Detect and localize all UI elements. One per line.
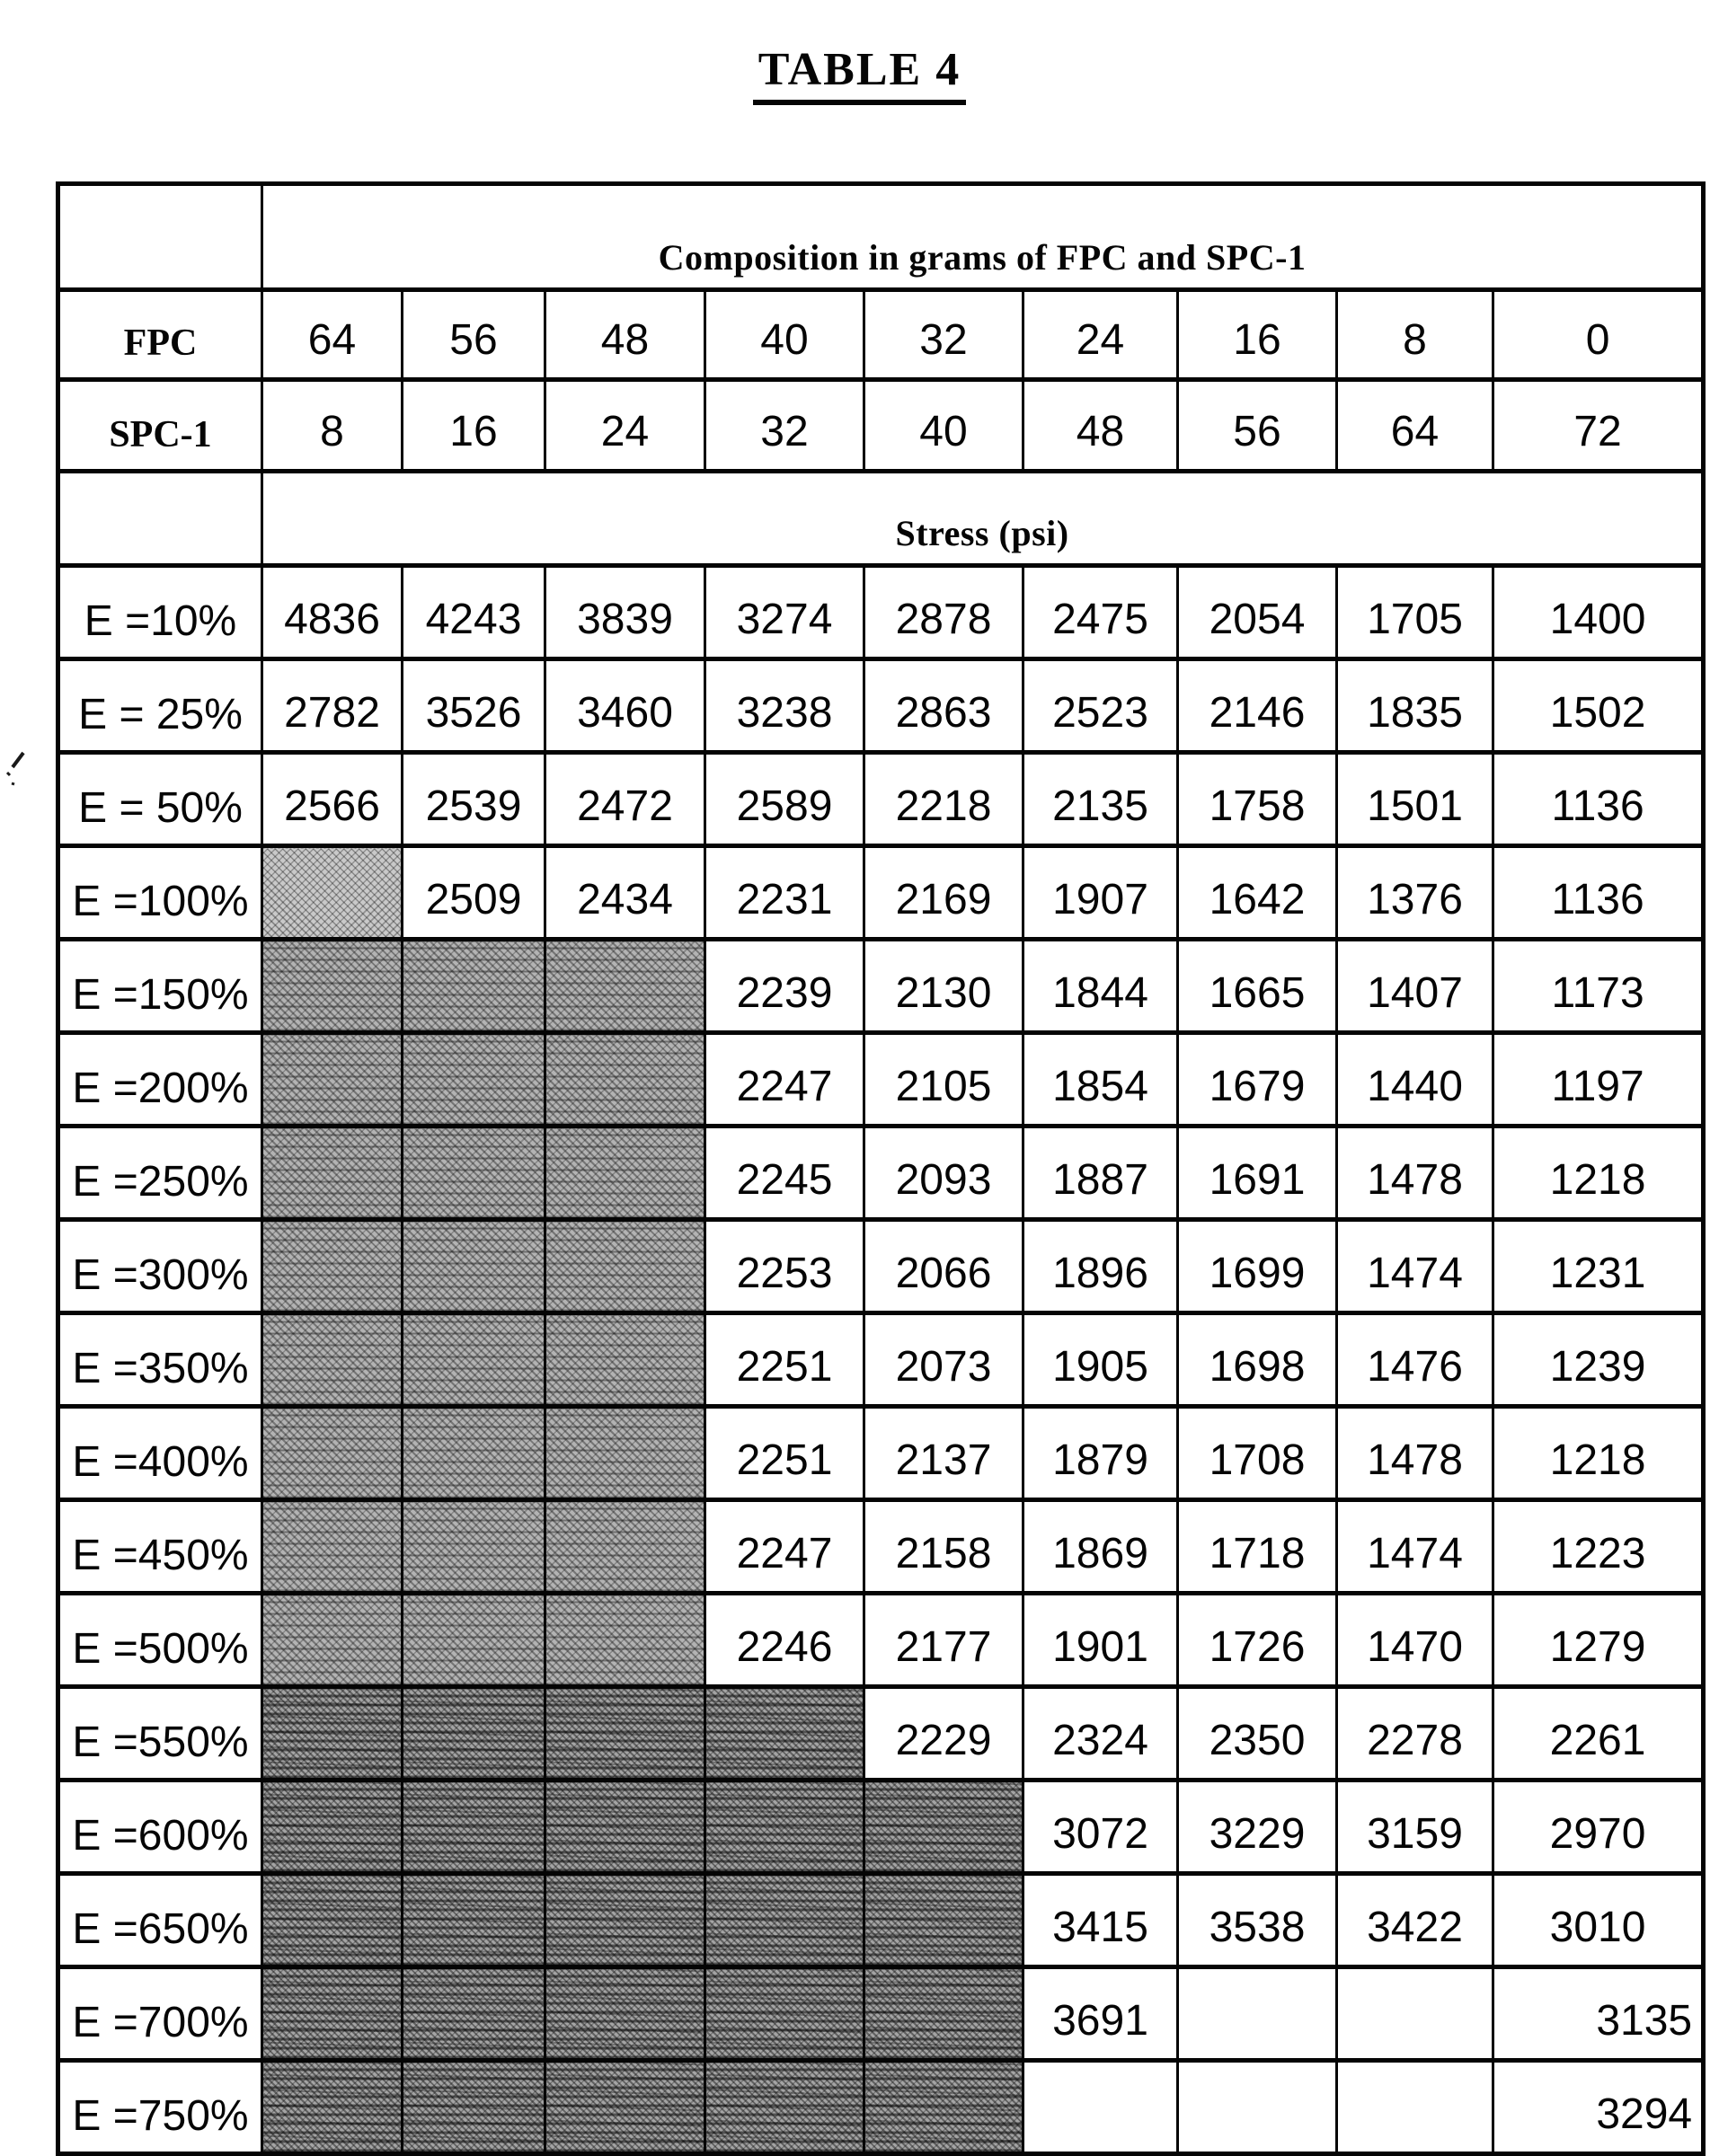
stress-cell: 1708 — [1178, 1407, 1337, 1500]
stress-cell: 2434 — [545, 846, 705, 940]
stress-cell: 1905 — [1023, 1313, 1178, 1407]
stress-table — [56, 181, 1706, 2156]
elongation-label: E =450% — [58, 1500, 262, 1594]
stress-cell: 1879 — [1023, 1407, 1178, 1500]
spc-row-value-3: 32 — [705, 380, 864, 472]
shaded-cell — [545, 1407, 705, 1500]
stress-cell: 4243 — [403, 566, 545, 659]
stress-cell: 2324 — [1023, 1687, 1178, 1780]
stress-cell: 3294 — [1493, 2061, 1704, 2154]
stress-cell: 1197 — [1493, 1033, 1704, 1127]
stress-cell: 2177 — [864, 1594, 1023, 1687]
stress-cell: 1239 — [1493, 1313, 1704, 1407]
stress-cell: 1642 — [1178, 846, 1337, 940]
shaded-cell — [403, 1780, 545, 1874]
stress-cell: 1698 — [1178, 1313, 1337, 1407]
elongation-label: E = 50% — [58, 753, 262, 846]
shaded-cell — [545, 1500, 705, 1594]
fpc-row-value-6: 16 — [1178, 290, 1337, 380]
shaded-cell — [545, 1127, 705, 1220]
spc-row-value-7: 64 — [1337, 380, 1493, 472]
shaded-cell — [403, 2061, 545, 2154]
elongation-label: E =300% — [58, 1220, 262, 1313]
elongation-label: E =150% — [58, 940, 262, 1033]
shaded-cell — [545, 1313, 705, 1407]
shaded-cell — [262, 1594, 403, 1687]
stress-cell: 2137 — [864, 1407, 1023, 1500]
composition-header: Composition in grams of FPC and SPC-1 — [262, 184, 1704, 290]
stress-cell: 3274 — [705, 566, 864, 659]
composition-header-row — [58, 184, 1704, 290]
spc-row-value-1: 16 — [403, 380, 545, 472]
spc-row-value-2: 24 — [545, 380, 705, 472]
stress-cell: 2105 — [864, 1033, 1023, 1127]
elongation-label: E =750% — [58, 2061, 262, 2154]
spc-row-value-5: 48 — [1023, 380, 1178, 472]
stress-cell: 2350 — [1178, 1687, 1337, 1780]
elongation-label: E =250% — [58, 1127, 262, 1220]
elongation-label: E =550% — [58, 1687, 262, 1780]
shaded-cell — [864, 1967, 1023, 2061]
elongation-row-14 — [58, 1874, 1704, 1967]
stress-cell: 2523 — [1023, 659, 1178, 753]
page-title-wrap — [0, 43, 1719, 105]
shaded-cell — [262, 1033, 403, 1127]
stress-cell: 2253 — [705, 1220, 864, 1313]
fpc-row-value-8: 0 — [1493, 290, 1704, 380]
stress-cell: 2475 — [1023, 566, 1178, 659]
stress-cell: 1474 — [1337, 1500, 1493, 1594]
fpc-row — [58, 290, 1704, 380]
stress-cell: 2246 — [705, 1594, 864, 1687]
stress-cell: 2054 — [1178, 566, 1337, 659]
stress-cell: 2239 — [705, 940, 864, 1033]
stress-cell: 2472 — [545, 753, 705, 846]
stress-cell: 2169 — [864, 846, 1023, 940]
stress-cell: 3072 — [1023, 1780, 1178, 1874]
stress-cell — [1337, 1967, 1493, 2061]
stress-cell: 2066 — [864, 1220, 1023, 1313]
elongation-row-3 — [58, 846, 1704, 940]
shaded-cell — [403, 1687, 545, 1780]
stress-cell: 1844 — [1023, 940, 1178, 1033]
elongation-row-1 — [58, 659, 1704, 753]
stress-cell: 2158 — [864, 1500, 1023, 1594]
shaded-cell — [864, 1780, 1023, 1874]
shaded-cell — [864, 2061, 1023, 2154]
shaded-cell — [262, 846, 403, 940]
fpc-row-value-1: 56 — [403, 290, 545, 380]
stress-cell: 1470 — [1337, 1594, 1493, 1687]
elongation-label: E =600% — [58, 1780, 262, 1874]
shaded-cell — [262, 1967, 403, 2061]
stress-cell: 3415 — [1023, 1874, 1178, 1967]
stress-cell: 1478 — [1337, 1127, 1493, 1220]
elongation-label: E =650% — [58, 1874, 262, 1967]
elongation-row-4 — [58, 940, 1704, 1033]
stress-cell: 1474 — [1337, 1220, 1493, 1313]
stress-cell: 1136 — [1493, 753, 1704, 846]
shaded-cell — [262, 1500, 403, 1594]
stress-cell: 2073 — [864, 1313, 1023, 1407]
shaded-cell — [705, 2061, 864, 2154]
stress-cell: 1854 — [1023, 1033, 1178, 1127]
shaded-cell — [864, 1874, 1023, 1967]
margin-scribble — [4, 747, 31, 789]
stress-cell: 3238 — [705, 659, 864, 753]
stress-cell: 3159 — [1337, 1780, 1493, 1874]
shaded-cell — [545, 1780, 705, 1874]
shaded-cell — [545, 1594, 705, 1687]
stress-cell: 1279 — [1493, 1594, 1704, 1687]
stress-cell: 3135 — [1493, 1967, 1704, 2061]
stress-cell: 1231 — [1493, 1220, 1704, 1313]
fpc-row-value-3: 40 — [705, 290, 864, 380]
stress-cell: 3538 — [1178, 1874, 1337, 1967]
stress-cell: 1835 — [1337, 659, 1493, 753]
stress-cell: 1476 — [1337, 1313, 1493, 1407]
shaded-cell — [705, 1687, 864, 1780]
stress-cell: 3229 — [1178, 1780, 1337, 1874]
stress-cell: 1502 — [1493, 659, 1704, 753]
spc-row-value-4: 40 — [864, 380, 1023, 472]
elongation-row-8 — [58, 1313, 1704, 1407]
stress-cell: 1173 — [1493, 940, 1704, 1033]
corner-cell-2 — [58, 472, 262, 566]
elongation-row-13 — [58, 1780, 1704, 1874]
elongation-label: E =10% — [58, 566, 262, 659]
elongation-row-6 — [58, 1127, 1704, 1220]
shaded-cell — [403, 1594, 545, 1687]
fpc-row-value-7: 8 — [1337, 290, 1493, 380]
stress-cell: 1679 — [1178, 1033, 1337, 1127]
stress-header: Stress (psi) — [262, 472, 1704, 566]
stress-cell: 2863 — [864, 659, 1023, 753]
shaded-cell — [262, 1313, 403, 1407]
stress-cell: 1136 — [1493, 846, 1704, 940]
stress-cell: 1218 — [1493, 1407, 1704, 1500]
stress-cell: 2247 — [705, 1500, 864, 1594]
stress-cell: 1400 — [1493, 566, 1704, 659]
shaded-cell — [705, 1874, 864, 1967]
elongation-label: E =500% — [58, 1594, 262, 1687]
stress-cell: 1718 — [1178, 1500, 1337, 1594]
stress-cell: 2146 — [1178, 659, 1337, 753]
stress-cell: 2970 — [1493, 1780, 1704, 1874]
stress-cell: 2245 — [705, 1127, 864, 1220]
spc-row-value-6: 56 — [1178, 380, 1337, 472]
elongation-label: E =100% — [58, 846, 262, 940]
shaded-cell — [545, 1687, 705, 1780]
stress-cell: 1218 — [1493, 1127, 1704, 1220]
elongation-row-0 — [58, 566, 1704, 659]
stress-cell: 1440 — [1337, 1033, 1493, 1127]
stress-cell: 1907 — [1023, 846, 1178, 940]
stress-cell: 1887 — [1023, 1127, 1178, 1220]
stress-cell: 1896 — [1023, 1220, 1178, 1313]
elongation-row-11 — [58, 1594, 1704, 1687]
stress-cell — [1023, 2061, 1178, 2154]
stress-cell: 2566 — [262, 753, 403, 846]
shaded-cell — [262, 940, 403, 1033]
corner-cell — [58, 184, 262, 290]
shaded-cell — [403, 1127, 545, 1220]
stress-cell: 2231 — [705, 846, 864, 940]
stress-cell: 1376 — [1337, 846, 1493, 940]
shaded-cell — [545, 940, 705, 1033]
stress-cell: 4836 — [262, 566, 403, 659]
stress-cell: 1901 — [1023, 1594, 1178, 1687]
stress-cell: 2251 — [705, 1407, 864, 1500]
shaded-cell — [705, 1967, 864, 2061]
stress-cell: 1699 — [1178, 1220, 1337, 1313]
fpc-row-value-2: 48 — [545, 290, 705, 380]
stress-cell: 2247 — [705, 1033, 864, 1127]
shaded-cell — [403, 1220, 545, 1313]
elongation-row-7 — [58, 1220, 1704, 1313]
shaded-cell — [545, 1033, 705, 1127]
table-body — [58, 184, 1704, 2154]
fpc-row-value-0: 64 — [262, 290, 403, 380]
shaded-cell — [262, 1780, 403, 1874]
shaded-cell — [403, 940, 545, 1033]
shaded-cell — [545, 2061, 705, 2154]
stress-cell: 1501 — [1337, 753, 1493, 846]
shaded-cell — [262, 2061, 403, 2154]
stress-cell: 3691 — [1023, 1967, 1178, 2061]
stress-cell: 2509 — [403, 846, 545, 940]
elongation-row-9 — [58, 1407, 1704, 1500]
elongation-label: E =700% — [58, 1967, 262, 2061]
spc-row-value-8: 72 — [1493, 380, 1704, 472]
stress-cell: 2093 — [864, 1127, 1023, 1220]
stress-cell: 2782 — [262, 659, 403, 753]
stress-cell: 1758 — [1178, 753, 1337, 846]
shaded-cell — [403, 1033, 545, 1127]
stress-cell: 1407 — [1337, 940, 1493, 1033]
elongation-row-2 — [58, 753, 1704, 846]
elongation-row-10 — [58, 1500, 1704, 1594]
elongation-label: E =350% — [58, 1313, 262, 1407]
stress-cell: 2229 — [864, 1687, 1023, 1780]
stress-cell — [1178, 2061, 1337, 2154]
stress-cell: 2135 — [1023, 753, 1178, 846]
spc-row-value-0: 8 — [262, 380, 403, 472]
stress-cell: 2218 — [864, 753, 1023, 846]
stress-cell: 2539 — [403, 753, 545, 846]
stress-cell: 1223 — [1493, 1500, 1704, 1594]
fpc-row-value-4: 32 — [864, 290, 1023, 380]
stress-cell: 2589 — [705, 753, 864, 846]
stress-cell: 1726 — [1178, 1594, 1337, 1687]
stress-cell: 2278 — [1337, 1687, 1493, 1780]
spc-row-label: SPC-1 — [58, 380, 262, 472]
shaded-cell — [403, 1967, 545, 2061]
shaded-cell — [545, 1874, 705, 1967]
stress-cell: 2878 — [864, 566, 1023, 659]
elongation-row-12 — [58, 1687, 1704, 1780]
stress-cell: 2130 — [864, 940, 1023, 1033]
stress-cell: 3010 — [1493, 1874, 1704, 1967]
elongation-row-16 — [58, 2061, 1704, 2154]
stress-cell: 3422 — [1337, 1874, 1493, 1967]
shaded-cell — [403, 1500, 545, 1594]
shaded-cell — [262, 1874, 403, 1967]
stress-header-row — [58, 472, 1704, 566]
stress-cell: 1691 — [1178, 1127, 1337, 1220]
stress-cell: 1665 — [1178, 940, 1337, 1033]
stress-cell: 3460 — [545, 659, 705, 753]
elongation-row-5 — [58, 1033, 1704, 1127]
stress-cell — [1337, 2061, 1493, 2154]
stress-cell: 1869 — [1023, 1500, 1178, 1594]
shaded-cell — [262, 1127, 403, 1220]
elongation-row-15 — [58, 1967, 1704, 2061]
stress-cell: 1478 — [1337, 1407, 1493, 1500]
fpc-row-label: FPC — [58, 290, 262, 380]
shaded-cell — [262, 1687, 403, 1780]
stress-cell: 3839 — [545, 566, 705, 659]
shaded-cell — [705, 1780, 864, 1874]
elongation-label: E =400% — [58, 1407, 262, 1500]
shaded-cell — [262, 1407, 403, 1500]
stress-cell — [1178, 1967, 1337, 2061]
elongation-label: E =200% — [58, 1033, 262, 1127]
fpc-row-value-5: 24 — [1023, 290, 1178, 380]
elongation-label: E = 25% — [58, 659, 262, 753]
shaded-cell — [262, 1220, 403, 1313]
stress-cell: 2261 — [1493, 1687, 1704, 1780]
shaded-cell — [545, 1967, 705, 2061]
stress-cell: 3526 — [403, 659, 545, 753]
stress-cell: 1705 — [1337, 566, 1493, 659]
shaded-cell — [545, 1220, 705, 1313]
shaded-cell — [403, 1313, 545, 1407]
stress-cell: 2251 — [705, 1313, 864, 1407]
page-title: TABLE 4 — [753, 43, 966, 105]
spc-row — [58, 380, 1704, 472]
shaded-cell — [403, 1874, 545, 1967]
shaded-cell — [403, 1407, 545, 1500]
